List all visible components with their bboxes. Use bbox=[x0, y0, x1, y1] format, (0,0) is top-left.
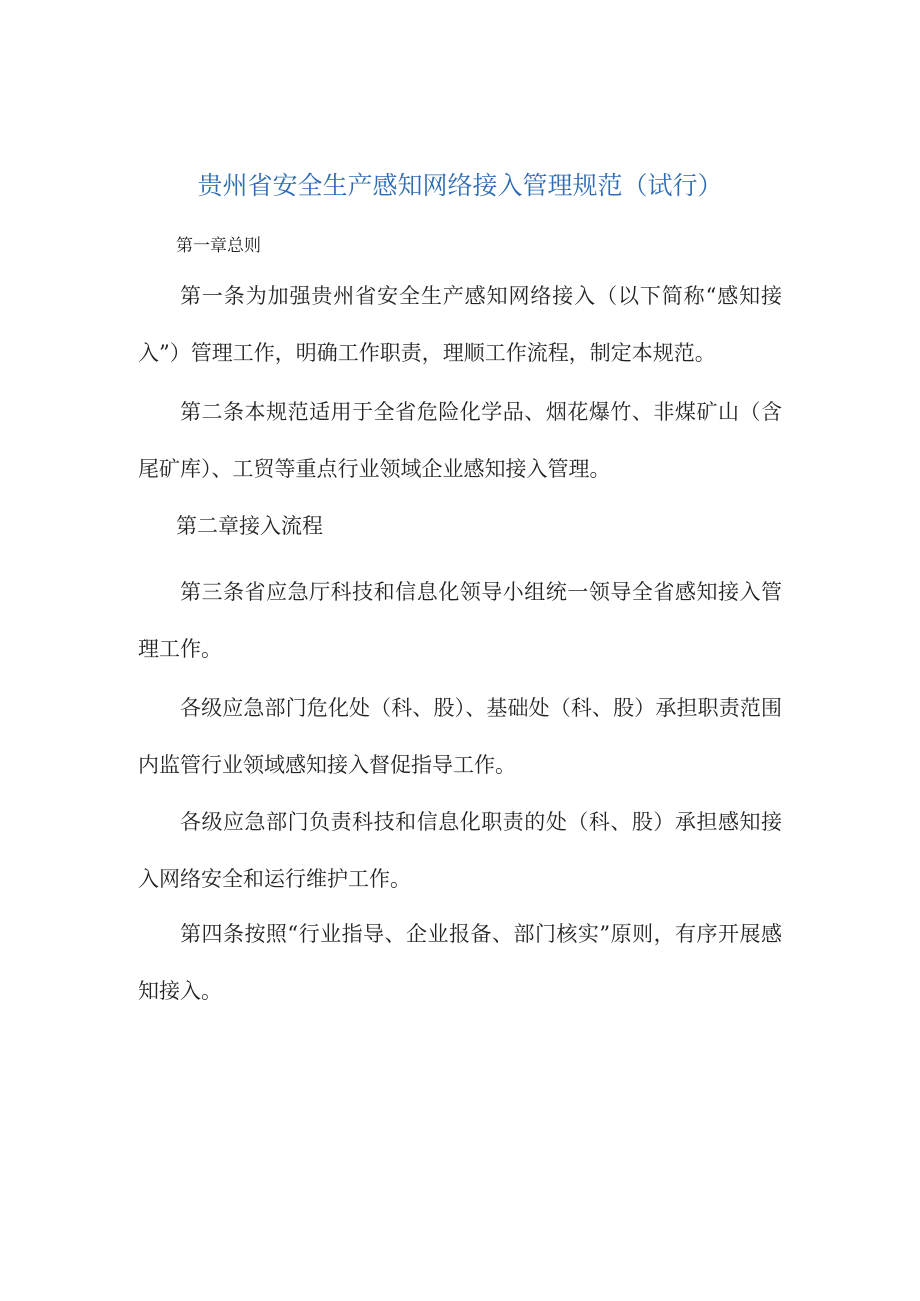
article-3-supplement-paragraph-2: 各级应急部门负责科技和信息化职责的处（科、股）承担感知接入网络安全和运行维护工作。 bbox=[138, 810, 782, 891]
document-title: 贵州省安全生产感知网络接入管理规范（试行） bbox=[197, 171, 723, 200]
chapter-1-heading: 第一章总则 bbox=[176, 236, 261, 256]
article-4-paragraph: 第四条按照“行业指导、企业报备、部门核实”原则，有序开展感知接入。 bbox=[138, 922, 782, 1003]
article-3-supplement-paragraph-1: 各级应急部门危化处（科、股）、基础处（科、股）承担职责范围内监管行业领域感知接入督促指导工作。 bbox=[138, 696, 782, 777]
article-1-paragraph: 第一条为加强贵州省安全生产感知网络接入（以下简称“感知接入”）管理工作，明确工作职责，理顺工作流程，制定本规范。 bbox=[138, 284, 782, 365]
article-3-paragraph: 第三条省应急厅科技和信息化领导小组统一领导全省感知接入管理工作。 bbox=[138, 580, 782, 661]
chapter-2-heading: 第二章接入流程 bbox=[176, 514, 323, 538]
article-2-paragraph: 第二条本规范适用于全省危险化学品、烟花爆竹、非煤矿山（含尾矿库）、工贸等重点行业领域企业感知接入管理。 bbox=[138, 400, 782, 481]
